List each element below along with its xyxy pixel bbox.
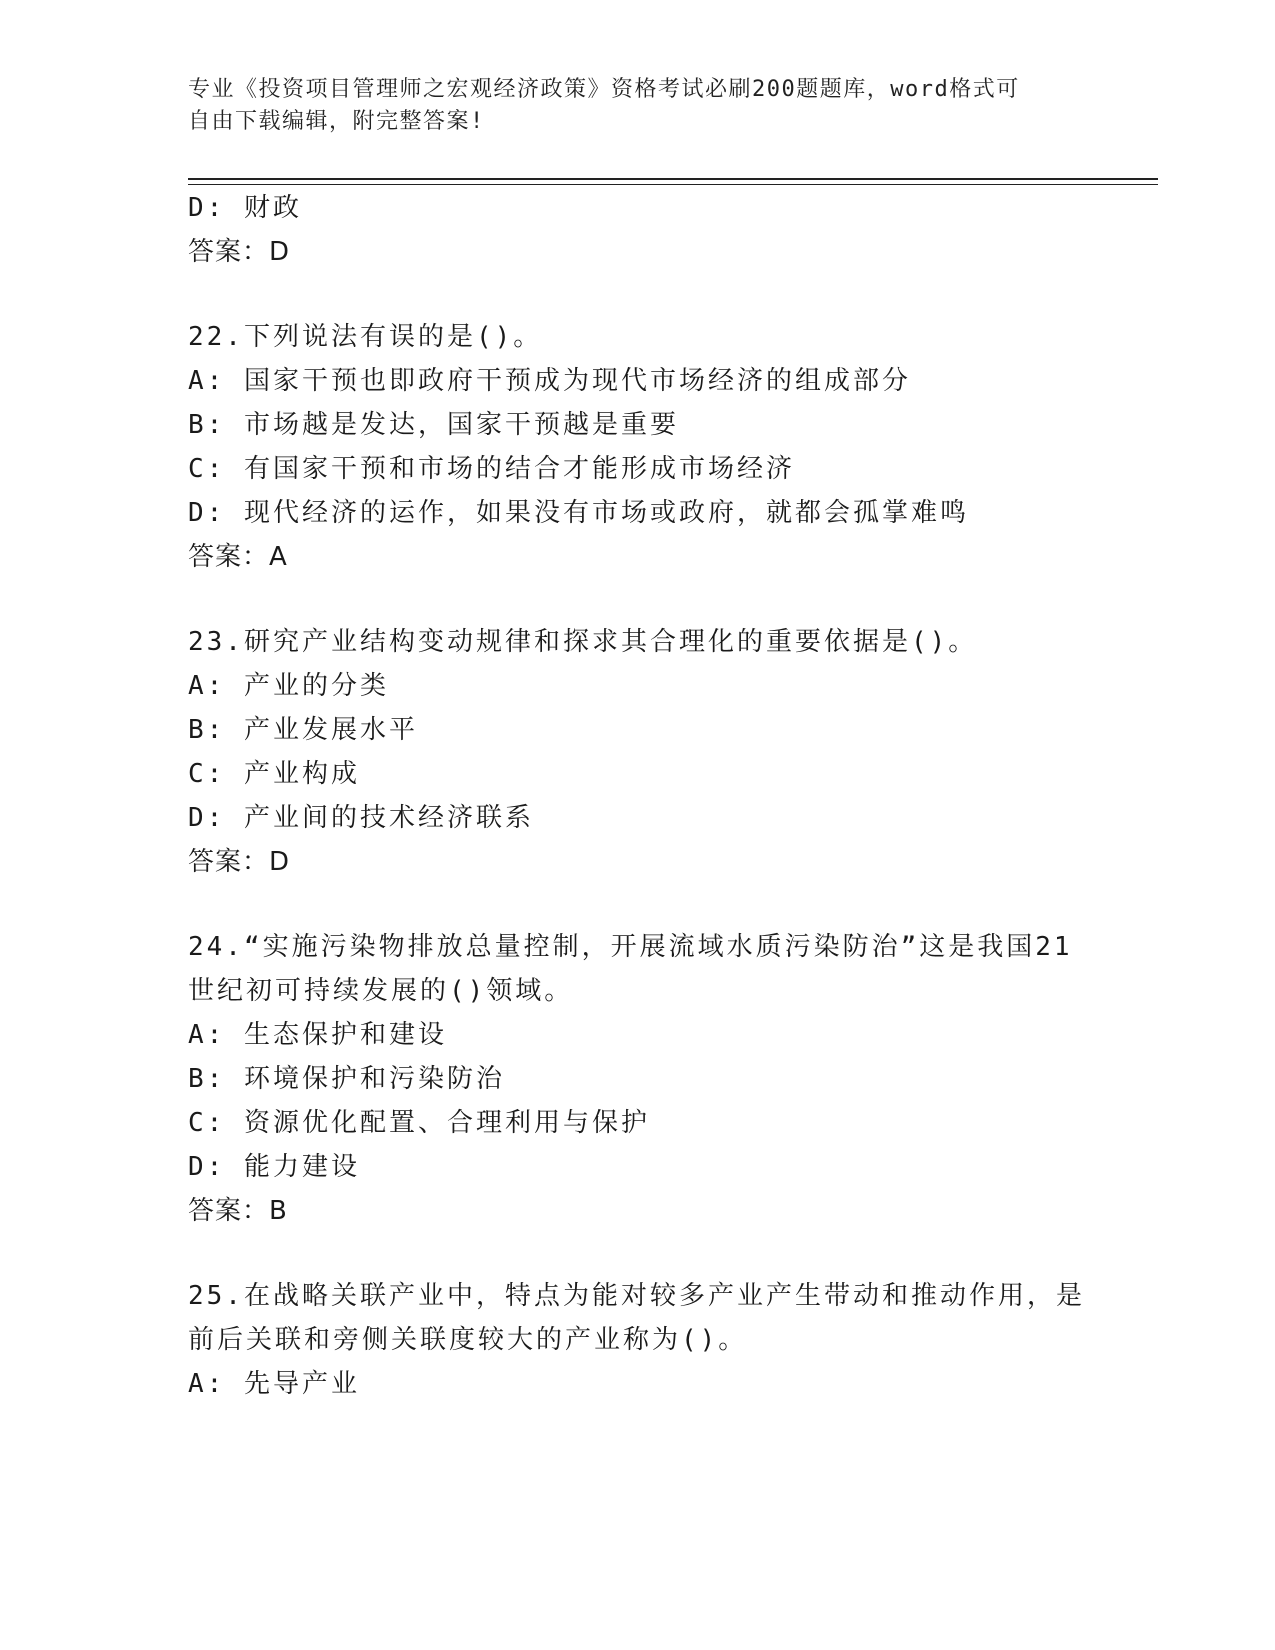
option-line: B: 环境保护和污染防治 [188,1064,505,1094]
option-line: A: 生态保护和建设 [188,1020,447,1050]
document-header [188,74,1088,138]
answer-line: 答案：D [188,237,291,267]
header-divider-thick [188,178,1158,180]
question-line: 23.研究产业结构变动规律和探求其合理化的重要依据是()。 [188,627,978,657]
header-divider-thin [188,184,1158,185]
question-line: 22.下列说法有误的是()。 [188,322,543,352]
option-line: B: 市场越是发达，国家干预越是重要 [188,410,679,440]
option-line: D: 产业间的技术经济联系 [188,803,534,833]
question-line: 24.“实施污染物排放总量控制，开展流域水质污染防治”这是我国21 [188,932,1073,962]
option-line: D: 能力建设 [188,1152,360,1182]
option-line: C: 有国家干预和市场的结合才能形成市场经济 [188,454,795,484]
option-line: C: 产业构成 [188,759,360,789]
option-line: A: 国家干预也即政府干预成为现代市场经济的组成部分 [188,366,911,396]
option-line: C: 资源优化配置、合理利用与保护 [188,1108,650,1138]
option-line: B: 产业发展水平 [188,715,418,745]
question-line: 25.在战略关联产业中，特点为能对较多产业产生带动和推动作用，是 [188,1281,1085,1311]
question-line: 前后关联和旁侧关联度较大的产业称为()。 [188,1325,748,1355]
option-line: A: 产业的分类 [188,671,389,701]
option-line: A: 先导产业 [188,1369,360,1399]
header-line-1: 专业《投资项目管理师之宏观经济政策》资格考试必刷200题题库，word格式可 [188,77,1020,102]
option-line: D: 财政 [188,193,302,223]
header-line-2: 自由下载编辑，附完整答案! [188,109,485,134]
question-line: 世纪初可持续发展的()领域。 [188,976,574,1006]
answer-line: 答案：A [188,542,288,572]
option-line: D: 现代经济的运作，如果没有市场或政府，就都会孤掌难鸣 [188,498,969,528]
answer-line: 答案：B [188,1196,288,1226]
answer-line: 答案：D [188,847,291,877]
